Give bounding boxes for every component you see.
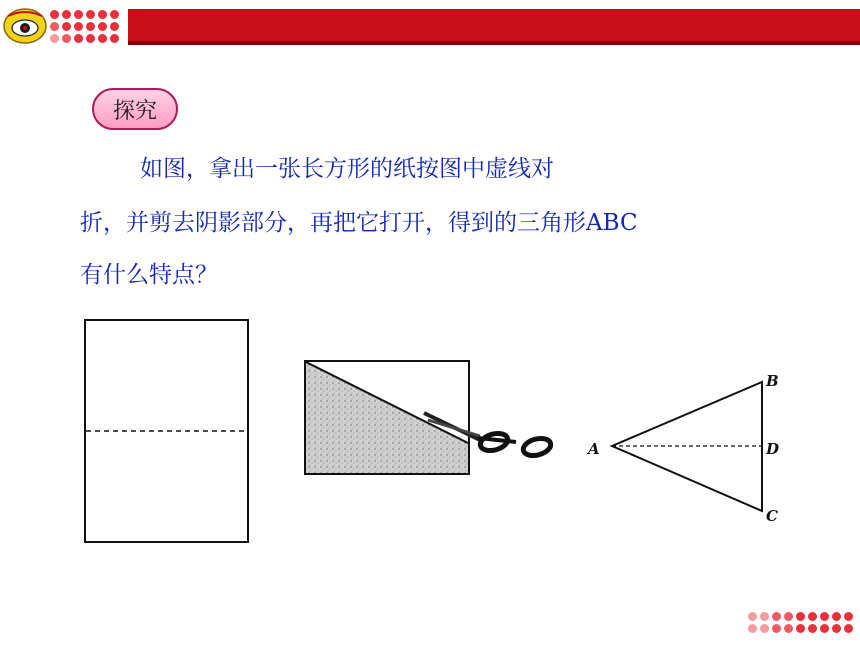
footer-dot-grid <box>748 612 853 633</box>
header-bar <box>128 9 860 41</box>
vertex-label-b: B <box>766 372 779 390</box>
triangle-abc-figure <box>582 366 802 540</box>
header-underline <box>128 41 860 45</box>
question-line-3: 有什么特点？ <box>80 262 218 288</box>
explore-badge-label: 探究 <box>112 98 157 124</box>
question-line-2: 折，并剪去阴影部分，再把它打开，得到的三角形ABC <box>80 210 638 236</box>
paper-rectangle-figure <box>82 318 252 550</box>
header-dot-grid <box>50 10 119 43</box>
vertex-label-c: C <box>766 507 778 525</box>
vertex-label-a: A <box>588 440 600 458</box>
question-line-1: 如图，拿出一张长方形的纸按图中虚线对 <box>140 156 554 182</box>
logo-icon <box>2 6 48 46</box>
explore-badge <box>92 88 178 130</box>
folded-paper-figure <box>302 358 562 486</box>
point-label-d: D <box>766 440 780 458</box>
